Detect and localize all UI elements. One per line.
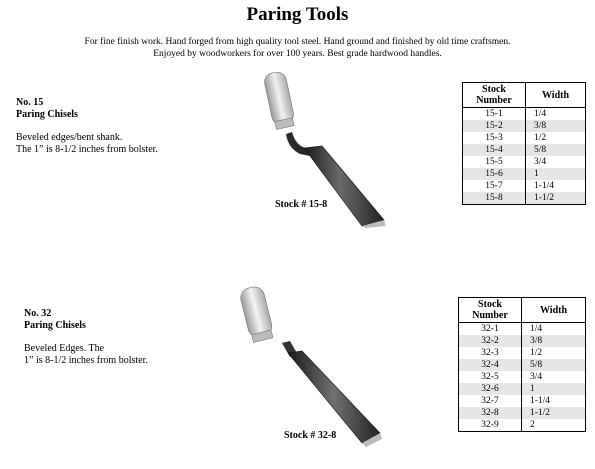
table-row [459, 383, 586, 395]
image-caption: Stock # 32-8 [284, 430, 337, 441]
product-number: No. 15 [16, 97, 44, 108]
table-row [459, 323, 586, 336]
product-number: No. 32 [24, 308, 52, 319]
table-row [463, 168, 586, 180]
width-cell: 5/8 [522, 359, 586, 371]
column-header-stock-number: Stock Number [463, 83, 526, 108]
width-cell: 1-1/2 [526, 192, 586, 205]
table-row [459, 347, 586, 359]
table-row [459, 335, 586, 347]
width-cell: 3/8 [526, 120, 586, 132]
product-32-info [24, 308, 148, 367]
width-cell: 1 [526, 168, 586, 180]
stock-table-32 [458, 297, 586, 432]
stock-number-cell: 32-9 [459, 419, 522, 432]
product-description: Beveled edges/bent shank. [16, 132, 123, 143]
stock-number-cell: 15-3 [463, 132, 526, 144]
column-header-width: Width [526, 83, 586, 108]
column-header-stock-number: Stock Number [459, 298, 522, 323]
stock-table-15 [462, 82, 586, 205]
width-cell: 1/4 [526, 108, 586, 121]
page-title: Paring Tools [246, 4, 349, 25]
stock-number-cell: 32-7 [459, 395, 522, 407]
table-header-row [459, 298, 586, 323]
width-cell: 1-1/4 [526, 180, 586, 192]
stock-number-cell: 32-2 [459, 335, 522, 347]
stock-number-cell: 15-6 [463, 168, 526, 180]
table-row [463, 120, 586, 132]
stock-number-cell: 15-1 [463, 108, 526, 121]
table-row [463, 180, 586, 192]
table-row [459, 371, 586, 383]
width-cell: 3/4 [526, 156, 586, 168]
product-15-info [16, 97, 158, 156]
table-row [459, 419, 586, 432]
stock-number-cell: 15-4 [463, 144, 526, 156]
width-cell: 1-1/2 [522, 407, 586, 419]
table-row [459, 359, 586, 371]
table-row [463, 108, 586, 121]
width-cell: 1/2 [522, 347, 586, 359]
stock-number-cell: 32-4 [459, 359, 522, 371]
width-cell: 5/8 [526, 144, 586, 156]
stock-number-cell: 15-8 [463, 192, 526, 205]
stock-number-cell: 32-8 [459, 407, 522, 419]
stock-number-cell: 32-1 [459, 323, 522, 336]
table-row [463, 144, 586, 156]
stock-number-cell: 15-2 [463, 120, 526, 132]
stock-number-cell: 15-7 [463, 180, 526, 192]
product-description: The 1” is 8-1/2 inches from bolster. [16, 144, 158, 155]
product-name: Paring Chisels [24, 320, 86, 331]
product-name: Paring Chisels [16, 109, 78, 120]
width-cell: 2 [522, 419, 586, 432]
image-caption: Stock # 15-8 [275, 199, 328, 210]
table-header-row [463, 83, 586, 108]
table-row [459, 407, 586, 419]
intro-line: Enjoyed by woodworkers for over 100 years. Best grade hardwood handles. [153, 48, 442, 59]
width-cell: 3/4 [522, 371, 586, 383]
stock-number-cell: 32-3 [459, 347, 522, 359]
table-row [463, 132, 586, 144]
width-cell: 1/4 [522, 323, 586, 336]
product-description: Beveled Edges. The [24, 343, 105, 354]
column-header-width: Width [522, 298, 586, 323]
intro-line: For fine finish work. Hand forged from high quality tool steel. Hand ground and finished by old time craftsmen. [84, 37, 511, 47]
width-cell: 1/2 [526, 132, 586, 144]
intro-text [0, 37, 595, 60]
straight-chisel-icon [232, 283, 392, 448]
width-cell: 1 [522, 383, 586, 395]
stock-number-cell: 32-5 [459, 371, 522, 383]
width-cell: 3/8 [522, 335, 586, 347]
width-cell: 1-1/4 [522, 395, 586, 407]
table-row [463, 192, 586, 205]
stock-number-cell: 32-6 [459, 383, 522, 395]
stock-number-cell: 15-5 [463, 156, 526, 168]
product-description: 1” is 8-1/2 inches from bolster. [24, 355, 148, 366]
table-row [463, 156, 586, 168]
table-row [459, 395, 586, 407]
